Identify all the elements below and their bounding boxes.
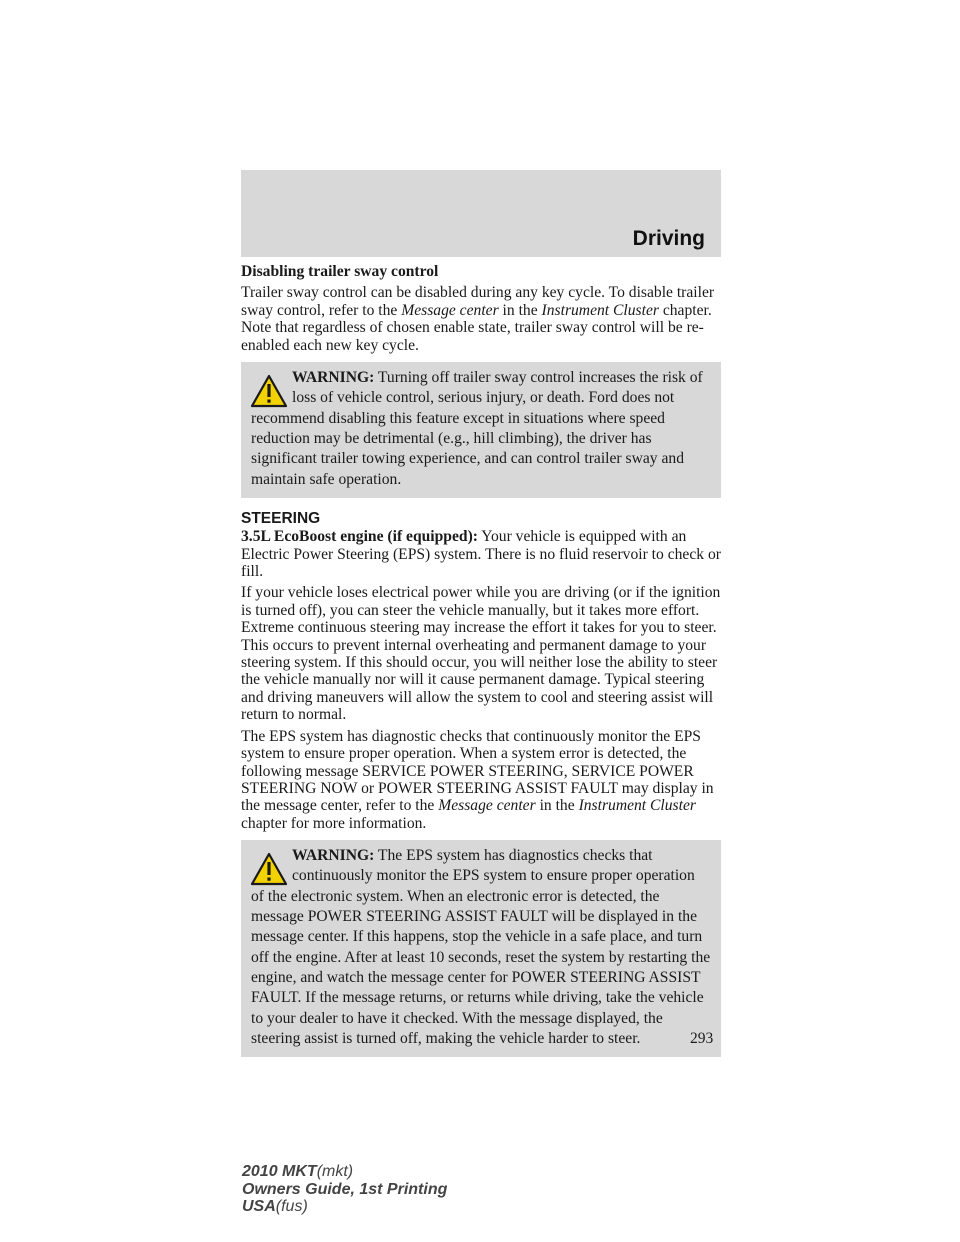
warning-triangle-icon [250,852,288,886]
paragraph-eps-intro: 3.5L EcoBoost engine (if equipped): Your vehicle is equipped with an Electric Power Steering (EPS) system. There is no fluid reservoir to check or fill. [241,528,721,581]
warning-label: WARNING: [292,369,375,387]
section-title-steering: STEERING [241,509,321,527]
warning-box-sway: WARNING: Turning off trailer sway control increases the risk of loss of vehicle control, serious injury, or death. Ford does not recommend disabling this feature except in situations where speed reduction may be detrimental (e.g., hill climbing), the driver has significant trailer towing experience, and can control trailer sway and maintain safe operation. [241,362,721,498]
warning-box-eps: WARNING: The EPS system has diagnostics checks that continuously monitor the EPS system to ensure proper operation of the electronic system. When an electronic error is detected, the message POWER STEERING ASSIST FAULT will be displayed in the message center. If this happens, stop the vehicle in a safe place, and turn off the engine. After at least 10 seconds, reset the system by restarting the engine, and watch the message center for POWER STEERING ASSIST FAULT. If the message returns, or returns while driving, take the vehicle to your dealer to have it checked. With the message displayed, the steering assist is turned off, making the vehicle harder to steer. [241,840,721,1057]
xref-message-center: Message center [401,301,499,319]
xref-message-center: Message center [438,797,536,815]
page-content [241,263,721,1069]
warning-triangle-icon [250,374,288,408]
paragraph-disable-sway: Trailer sway control can be disabled during any key cycle. To disable trailer sway control, refer to the Message center in the Instrument Cluster chapter. Note that regardless of chosen enable state, trailer sway control will be re-enabled each new key cycle. [241,284,715,354]
page-number: 293 [690,1030,714,1047]
chapter-header [241,170,721,257]
subsection-heading: Disabling trailer sway control [241,263,439,280]
warning-text: recommend disabling this feature except in situations where speed reduction may be detrimental (e.g., hill climbing), the driver has significant trailer towing experience, and can control trailer sway and maintain safe operation. [251,409,684,488]
paragraph-diagnostics: The EPS system has diagnostic checks that continuously monitor the EPS system to ensure proper operation. When a system error is detected, the following message SERVICE POWER STEERING, SERVICE POWER STEERING NOW or POWER STEERING ASSIST FAULT may display in the message center, refer to the Message center in the Instrument Cluster chapter for more information. [241,727,714,832]
warning-text: of the electronic system. When an electronic error is detected, the message POWER STEERING ASSIST FAULT will be displayed in the message center. If this happens, stop the vehicle in a safe place, and turn off the engine. After at least 10 seconds, reset the system by restarting the engine, and watch the message center for POWER STEERING ASSIST FAULT. If the message returns, or returns while driving, take the vehicle to your dealer to have it checked. With the message displayed, the steering assist is turned off, making the vehicle harder to steer. [251,887,711,1047]
paragraph-power-loss: If your vehicle loses electrical power while you are driving (or if the ignition is turned off), you can steer the vehicle manually, but it takes more effort. Extreme continuous steering may increase the effort it takes for you to steer. This occurs to prevent internal overheating and permanent damage to your steering system. If this should occur, you will neither lose the ability to steer the vehicle manually nor will it cause permanent damage. Typical steering and driving maneuvers will allow the system to cool and steering assist will return to normal. [241,584,721,724]
xref-instrument-cluster: Instrument Cluster [578,797,696,815]
footer-imprint: 2010 MKT(mkt) Owners Guide, 1st Printing USA(fus) [242,1163,448,1215]
xref-instrument-cluster: Instrument Cluster [541,301,659,319]
warning-label: WARNING: [292,847,375,865]
chapter-title: Driving [632,227,705,250]
